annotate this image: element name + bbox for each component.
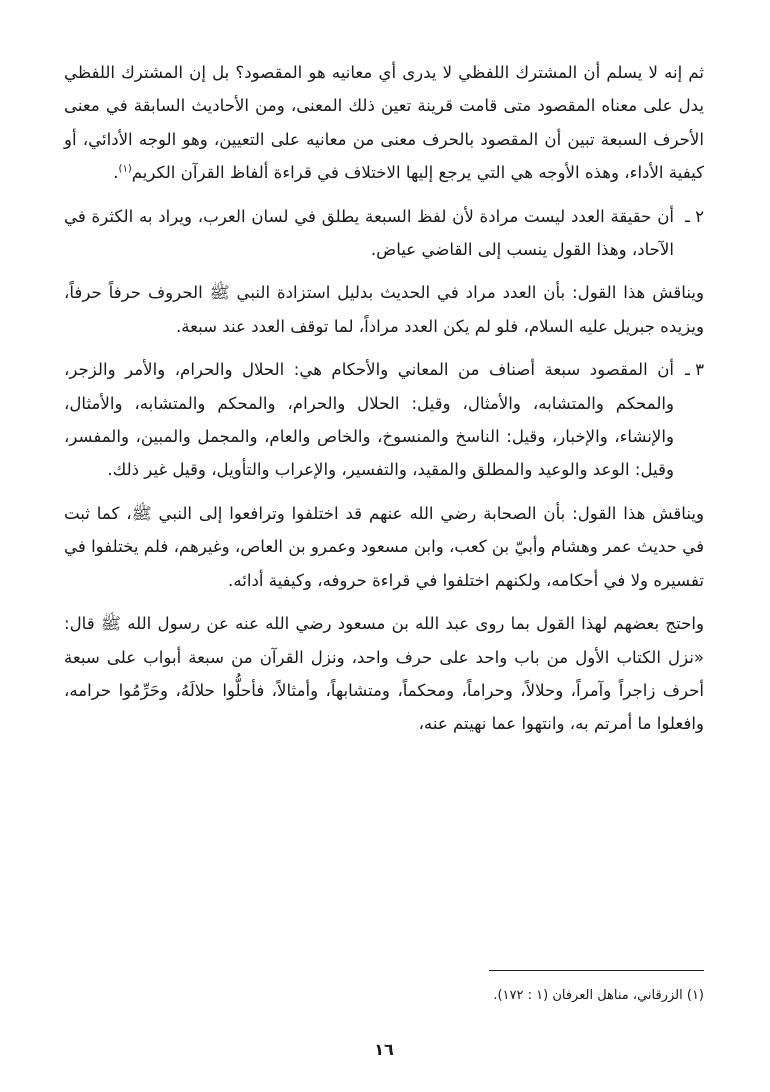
footnote-ref[interactable]: (١) — [118, 163, 132, 175]
book-page — [64, 48, 704, 1068]
list-item-3 — [64, 353, 704, 487]
list-item-2 — [64, 200, 704, 267]
discussion-paragraph-1: ويناقش هذا القول: بأن العدد مراد في الحديث بدليل استزادة النبي ﷺ الحروف حرفاً حرفاً، ويزيده جبريل عليه السلام، فلو لم يكن العدد مراداً، لما توقف العدد عند سبعة. — [64, 283, 704, 336]
footnote: (١) الزرقاني، مناهل العرفان (١ : ١٧٢). — [493, 988, 704, 1003]
item-text: أن المقصود سبعة أصناف من المعاني والأحكام هي: الحلال والحرام، والأمر والزجر، والمحكم والمتشابه، والأمثال، وقيل: الحلال والحرام، والمحكم والمتشابه، والأمثال، والإنشاء، والإخبار، وقيل: الناسخ والمنسوخ، والخاص والعام، والمجمل والمبين، والمفسر، وقيل: الوعد والوعيد والمطلق والمقيد، والتفسير، والإعراب والتأويل، وقيل غير ذلك. — [64, 360, 674, 480]
intro-end: . — [113, 163, 119, 183]
footnote-divider — [489, 970, 704, 971]
discussion-paragraph-2: ويناقش هذا القول: بأن الصحابة رضي الله عنهم قد اختلفوا وترافعوا إلى النبي ﷺ، كما ثبت في حديث عمر وهشام وأبيّ بن كعب، وابن مسعود وعمرو بن العاص، وغيرهم، فلم يختلفوا في تفسيره ولا في أحكامه، ولكنهم اختلفوا في قراءة حروفه، وكيفية أدائه. — [64, 503, 704, 590]
intro-text: ثم إنه لا يسلم أن المشترك اللفظي لا يدرى أي معانيه هو المقصود؟ بل إن المشترك اللفظي يدل على معناه المقصود متى قامت قرينة تعين ذلك المعنى، ومن الأحاديث السابقة في معنى الأحرف السبعة تبين أن المقصود بالحرف معنى من معانيه على التعيين، وهو الوجه الأدائي، أو كيفية الأداء، وهذه الأوجه هي التي يرجع إليها الاختلاف في قراءة ألفاظ القرآن الكريم — [64, 63, 704, 183]
item-number: ٣ ـ — [684, 360, 704, 380]
argument-paragraph: واحتج بعضهم لهذا القول بما روى عبد الله بن مسعود رضي الله عنه عن رسول الله ﷺ قال: «نزل الكتاب الأول من باب واحد على حرف واحد، ونزل القرآن من سبعة أبواب على سبعة أحرف زاجراً وآمراً، وحلالاً، وحراماً، ومحكماً، ومتشابهاً، وأمثالاً، فأحلُّوا حلالَهُ، وحَرِّمُوا حرامه، وافعلوا ما أمرتم به، وانتهوا عما نهيتم عنه، — [64, 614, 704, 734]
item-number: ٢ ـ — [684, 206, 704, 226]
item-text: أن حقيقة العدد ليست مرادة لأن لفظ السبعة يطلق في لسان العرب، ويراد به الكثرة في الآحاد، وهذا القول ينسب إلى القاضي عياض. — [64, 206, 674, 260]
intro-paragraph — [64, 56, 704, 190]
page-number: ١٦ — [374, 1040, 394, 1059]
